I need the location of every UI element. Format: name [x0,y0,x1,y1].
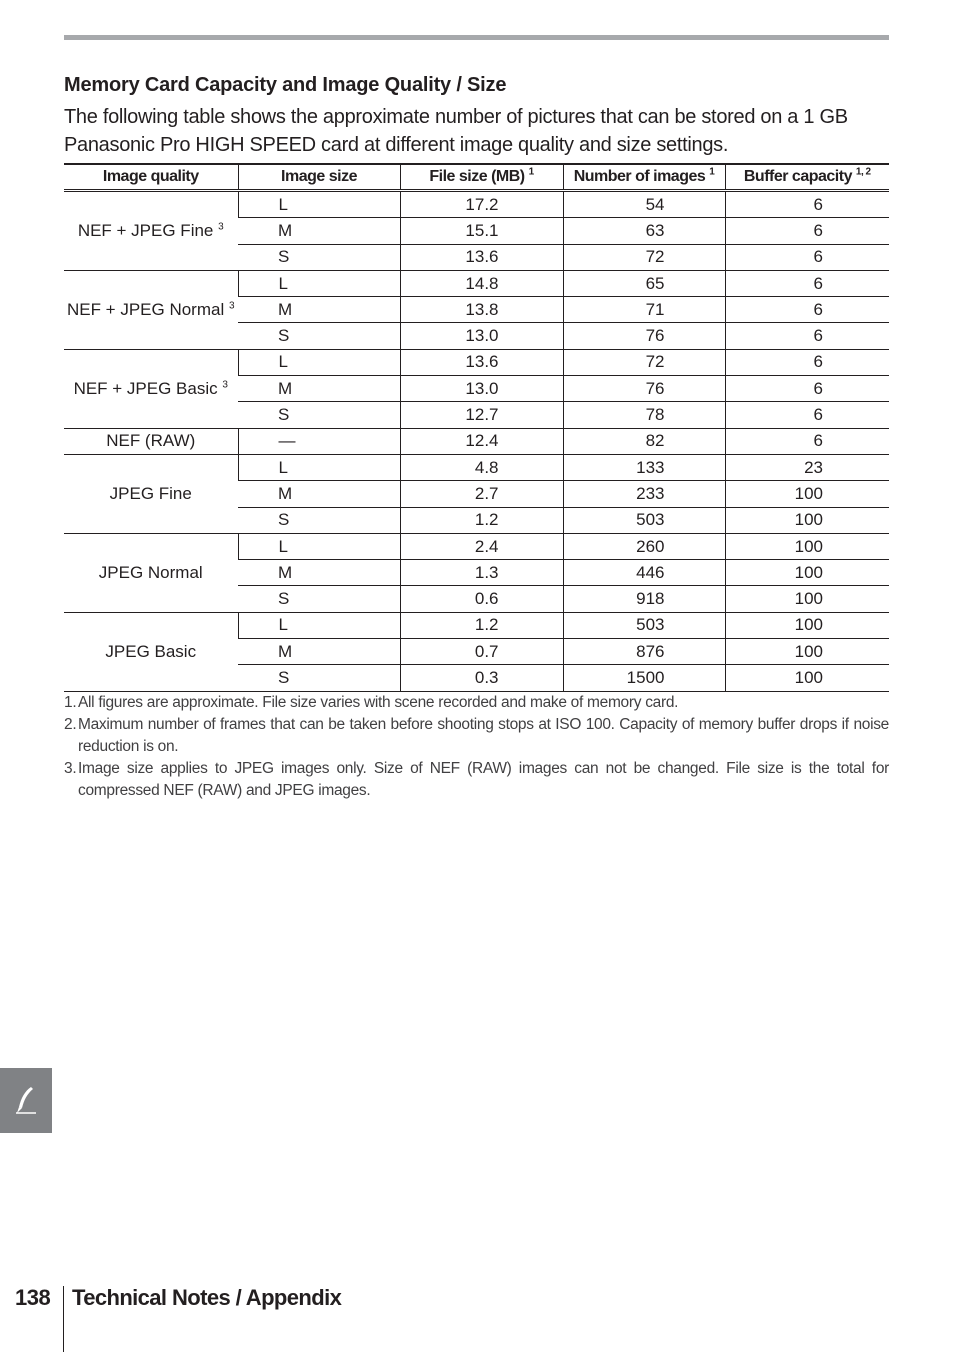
table-row [64,270,889,296]
cell-image-size: S [238,507,400,533]
cell-buffer-capacity: 6 [725,376,889,402]
cell-number-of-images: 71 [563,297,725,323]
cell-image-size: L [238,454,400,480]
header-file-size: File size (MB) $^1$ [400,164,563,191]
header-image-size: Image size [238,164,400,191]
cell-buffer-capacity: 6 [725,349,889,375]
cell-image-size: — [238,428,400,454]
cell-image-size: S [238,586,400,612]
page-number: 138 [15,1285,51,1310]
cell-number-of-images: 76 [563,376,725,402]
cell-file-size: 0.7 [400,639,563,665]
cell-number-of-images: 76 [563,323,725,349]
cell-image-quality: NEF + JPEG Normal $^3$ [64,270,238,349]
cell-number-of-images: 63 [563,218,725,244]
table-row [64,533,889,559]
cell-image-quality: NEF + JPEG Fine $^3$ [77,220,224,240]
cell-number-of-images: 1500 [563,665,725,691]
cell-file-size: 13.6 [400,244,563,270]
intro-paragraph: The following table shows the approximate number of pictures that can be stored on a 1 GB Panasonic Pro HIGH SPEED card at different image quality and size settings. [64,106,848,156]
cell-file-size: 13.0 [400,376,563,402]
header-number-of-images: Number of images $^1$ [563,164,725,191]
cell-image-quality: NEF (RAW) [64,428,238,454]
cell-image-quality: JPEG Basic [64,612,238,691]
cell-buffer-capacity: 23 [725,454,889,480]
cell-buffer-capacity: 100 [725,481,889,507]
cell-number-of-images: 876 [563,639,725,665]
table-body [64,191,889,692]
cell-image-quality: JPEG Normal [64,533,238,612]
cell-buffer-capacity: 100 [725,665,889,691]
cell-buffer-capacity: 6 [725,191,889,218]
cell-image-size: S [238,244,400,270]
footnote-2: 2. Maximum number of frames that can be taken before shooting stops at ISO 100. Capacity of memory buffer drops if noise reduction is on. [64,716,889,755]
cell-number-of-images: 233 [563,481,725,507]
cell-number-of-images: 54 [563,191,725,218]
cell-file-size: 1.2 [400,612,563,638]
footer-divider [63,1286,64,1352]
table-row [64,191,889,218]
cell-file-size: 4.8 [400,454,563,480]
cell-number-of-images: 446 [563,560,725,586]
cell-image-size: M [238,376,400,402]
cell-file-size: 2.4 [400,533,563,559]
footnotes [64,692,889,802]
cell-buffer-capacity: 6 [725,270,889,296]
cell-image-size: S [238,665,400,691]
cell-image-size: L [238,612,400,638]
capacity-table [64,163,889,692]
cell-buffer-capacity: 100 [725,612,889,638]
cell-buffer-capacity: 6 [725,428,889,454]
cell-file-size: 13.0 [400,323,563,349]
cell-number-of-images: 78 [563,402,725,428]
cell-file-size: 1.2 [400,507,563,533]
header-image-quality: Image quality [64,164,238,191]
cell-image-size: L [238,191,400,218]
cell-buffer-capacity: 6 [725,297,889,323]
cell-number-of-images: 503 [563,612,725,638]
section-heading: Memory Card Capacity and Image Quality / Size [64,74,507,96]
cell-buffer-capacity: 6 [725,218,889,244]
cell-image-size: M [238,639,400,665]
cell-number-of-images: 503 [563,507,725,533]
cell-file-size: 17.2 [400,191,563,218]
table-row [64,612,889,638]
cell-image-size: S [238,323,400,349]
cell-number-of-images: 82 [563,428,725,454]
footnote-1: 1. All figures are approximate. File size varies with scene recorded and make of memory card. [64,694,679,711]
cell-buffer-capacity: 6 [725,244,889,270]
cell-number-of-images: 133 [563,454,725,480]
cell-image-size: M [238,297,400,323]
cell-image-size: L [238,349,400,375]
cell-image-size: S [238,402,400,428]
cell-file-size: 14.8 [400,270,563,296]
cell-file-size: 15.1 [400,218,563,244]
header-buffer-capacity: Buffer capacity $^{1, 2}$ [725,164,889,191]
cell-file-size: 12.4 [400,428,563,454]
cell-buffer-capacity: 100 [725,533,889,559]
cell-file-size: 1.3 [400,560,563,586]
cell-image-size: L [238,533,400,559]
cell-number-of-images: 918 [563,586,725,612]
cell-file-size: 0.6 [400,586,563,612]
cell-buffer-capacity: 100 [725,507,889,533]
cell-image-size: M [238,560,400,586]
cell-number-of-images: 260 [563,533,725,559]
cell-number-of-images: 65 [563,270,725,296]
table-row [64,428,889,454]
cell-file-size: 13.8 [400,297,563,323]
cell-file-size: 13.6 [400,349,563,375]
table-row [64,349,889,375]
cell-file-size: 12.7 [400,402,563,428]
cell-buffer-capacity: 100 [725,586,889,612]
table-row [64,454,889,480]
technical-notes-icon [14,1085,38,1115]
top-rule [64,35,889,40]
section-title: Technical Notes / Appendix [72,1285,342,1310]
section-tab [0,1068,52,1133]
cell-number-of-images: 72 [563,349,725,375]
cell-image-quality: JPEG Fine [64,454,238,533]
cell-file-size: 2.7 [400,481,563,507]
cell-image-size: L [238,270,400,296]
footnote-3: 3. Image size applies to JPEG images only. Size of NEF (RAW) images can not be changed. File size is the total for compressed NEF (RAW) and JPEG images. [64,760,889,799]
cell-buffer-capacity: 6 [725,323,889,349]
cell-buffer-capacity: 100 [725,560,889,586]
cell-buffer-capacity: 6 [725,402,889,428]
cell-number-of-images: 72 [563,244,725,270]
cell-image-size: M [238,481,400,507]
table-header-row [64,164,889,191]
cell-buffer-capacity: 100 [725,639,889,665]
cell-image-size: M [238,218,400,244]
cell-file-size: 0.3 [400,665,563,691]
cell-image-quality: NEF + JPEG Basic $^3$ [64,349,238,428]
